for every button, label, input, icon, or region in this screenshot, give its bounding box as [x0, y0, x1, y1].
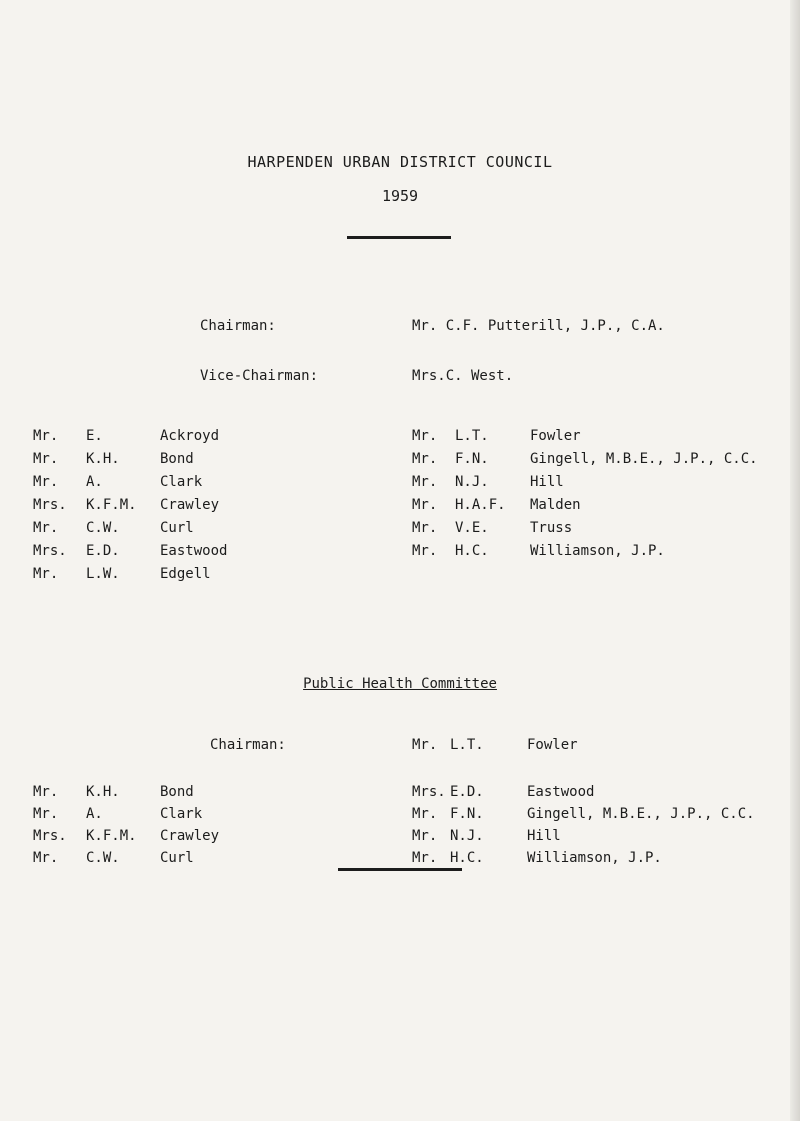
vice-chairman-label: Vice-Chairman:: [200, 368, 319, 384]
member-surname: Williamson, J.P.: [527, 850, 662, 866]
list-item: [0, 806, 800, 826]
member-initials: L.W.: [86, 566, 120, 582]
member-title: Mr.: [33, 806, 59, 822]
member-surname: Gingell, M.B.E., J.P., C.C.: [530, 451, 758, 467]
member-surname: Bond: [160, 451, 194, 467]
list-item: [0, 784, 800, 804]
committee-chairman-row: [0, 737, 800, 757]
member-surname: Williamson, J.P.: [530, 543, 665, 559]
list-item: [0, 520, 800, 540]
member-surname: Gingell, M.B.E., J.P., C.C.: [527, 806, 755, 822]
member-initials: C.W.: [86, 520, 120, 536]
member-initials: H.C.: [455, 543, 489, 559]
member-surname: Malden: [530, 497, 581, 513]
member-surname: Curl: [160, 850, 194, 866]
member-title: Mr.: [412, 428, 438, 444]
header-divider: [347, 236, 451, 239]
member-initials: H.A.F.: [455, 497, 506, 513]
member-title: Mr.: [33, 451, 59, 467]
footer-divider: [338, 868, 462, 871]
committee-heading: [0, 676, 800, 692]
member-initials: E.D.: [86, 543, 120, 559]
member-surname: Crawley: [160, 828, 220, 844]
list-item: [0, 828, 800, 848]
list-item: [0, 850, 800, 870]
member-title: Mr.: [33, 566, 59, 582]
member-title: Mrs.: [33, 497, 67, 513]
member-title: Mr.: [412, 497, 438, 513]
member-surname: Clark: [160, 806, 203, 822]
member-title: Mr.: [33, 474, 59, 490]
member-title: Mr.: [412, 737, 438, 753]
member-initials: L.T.: [450, 737, 484, 753]
chairman-name: Mr. C.F. Putterill, J.P., C.A.: [412, 318, 665, 334]
member-surname: Eastwood: [527, 784, 595, 800]
member-surname: Clark: [160, 474, 203, 490]
member-title: Mr.: [33, 520, 59, 536]
member-surname: Crawley: [160, 497, 220, 513]
member-title: Mr.: [412, 474, 438, 490]
member-initials: N.J.: [450, 828, 484, 844]
chairman-label: Chairman:: [200, 318, 276, 334]
member-surname: Hill: [527, 828, 561, 844]
member-initials: F.N.: [450, 806, 484, 822]
member-title: Mr.: [412, 543, 438, 559]
member-title: Mr.: [33, 784, 59, 800]
member-initials: K.F.M.: [86, 828, 137, 844]
member-initials: E.D.: [450, 784, 484, 800]
member-surname: Eastwood: [160, 543, 228, 559]
document-year: 1959: [381, 187, 419, 205]
member-initials: N.J.: [455, 474, 489, 490]
member-title: Mrs.: [33, 828, 67, 844]
member-initials: A.: [86, 806, 103, 822]
member-title: Mr.: [412, 828, 438, 844]
member-initials: H.C.: [450, 850, 484, 866]
member-title: Mr.: [33, 428, 59, 444]
document-title: HARPENDEN URBAN DISTRICT COUNCIL: [247, 153, 553, 171]
list-item: [0, 428, 800, 448]
member-initials: F.N.: [455, 451, 489, 467]
member-initials: C.W.: [86, 850, 120, 866]
member-title: Mr.: [33, 850, 59, 866]
committee-chairman-label: Chairman:: [210, 737, 286, 753]
member-surname: Fowler: [530, 428, 581, 444]
member-surname: Truss: [530, 520, 573, 536]
member-surname: Edgell: [160, 566, 211, 582]
list-item: [0, 474, 800, 494]
member-surname: Hill: [530, 474, 564, 490]
member-surname: Ackroyd: [160, 428, 220, 444]
list-item: [0, 451, 800, 471]
member-initials: V.E.: [455, 520, 489, 536]
member-title: Mr.: [412, 850, 438, 866]
vice-chairman-name: Mrs.C. West.: [412, 368, 514, 384]
member-initials: K.H.: [86, 451, 120, 467]
member-title: Mr.: [412, 451, 438, 467]
list-item: [0, 543, 800, 563]
member-initials: K.H.: [86, 784, 120, 800]
member-surname: Fowler: [527, 737, 578, 753]
member-initials: K.F.M.: [86, 497, 137, 513]
member-title: Mr.: [412, 806, 438, 822]
member-title: Mrs.: [412, 784, 446, 800]
member-surname: Bond: [160, 784, 194, 800]
committee-title: Public Health Committee: [303, 676, 497, 692]
member-initials: E.: [86, 428, 103, 444]
member-surname: Curl: [160, 520, 194, 536]
member-initials: L.T.: [455, 428, 489, 444]
list-item: [0, 497, 800, 517]
list-item: [0, 566, 800, 586]
member-title: Mrs.: [33, 543, 67, 559]
member-initials: A.: [86, 474, 103, 490]
member-title: Mr.: [412, 520, 438, 536]
